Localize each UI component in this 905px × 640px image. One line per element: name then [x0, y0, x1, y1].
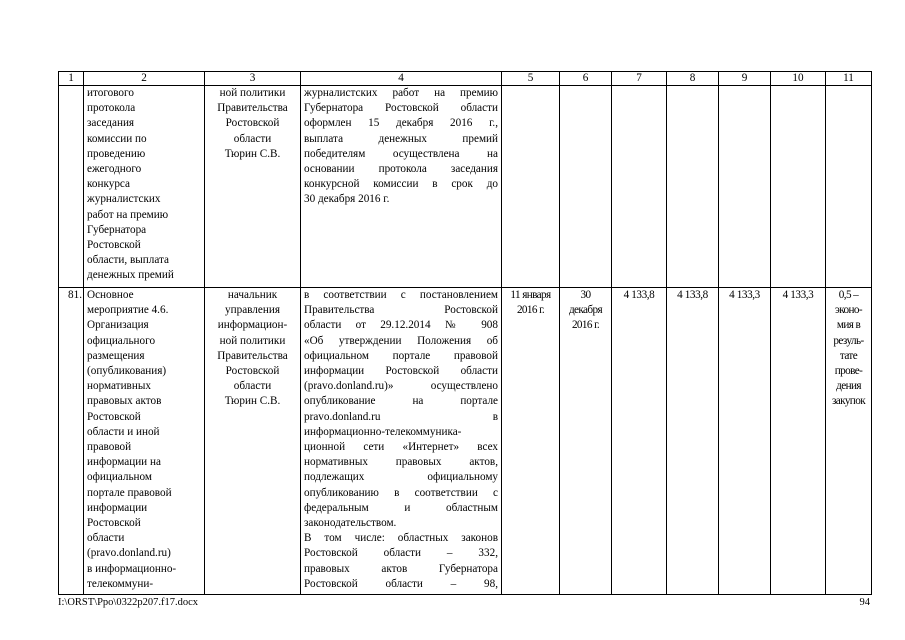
cell-line: 11 января: [510, 289, 551, 301]
cell-line: (опубликования): [87, 365, 167, 378]
cell-line: информации Ростовской области: [304, 365, 498, 378]
cell-line: правовых актов: [87, 395, 162, 408]
cell-line: журналистских работ на премию: [304, 87, 498, 99]
cell-line: Тюрин С.В.: [224, 395, 281, 408]
cell-line: в соответствии с постановлением: [304, 289, 498, 301]
cell-line: области от 29.12.2014 № 908: [304, 319, 498, 332]
col-header: 9: [719, 72, 771, 86]
table-row-81: [59, 288, 872, 595]
cell-line: федеральным и областным: [304, 501, 498, 514]
plan-cell: [612, 86, 667, 288]
cell-line: телекоммуни-: [87, 577, 154, 590]
cell-line: Ростовской: [225, 365, 280, 378]
responsible-cell: [205, 288, 301, 595]
cell-line: области: [87, 532, 125, 545]
column-number-row: [59, 72, 872, 86]
cell-line: pravo.donland.ru в: [304, 410, 498, 423]
cell-line: конкурсной комиссии в срок до: [304, 178, 498, 191]
cell-line: закупок: [831, 395, 866, 408]
cell-line: Основное: [87, 289, 134, 301]
cell-line: 30: [580, 289, 591, 301]
col-header: 11: [826, 72, 872, 86]
cell-line: информации на: [87, 456, 161, 469]
cell-line: нормативных правовых актов,: [304, 456, 498, 469]
col-header: 7: [612, 72, 667, 86]
cell-line: ной политики: [219, 87, 286, 99]
cell-line: (pravo.donland.ru): [87, 547, 171, 560]
cell-line: декабря: [568, 304, 603, 317]
actual-total-cell: 4 133,3: [719, 288, 771, 595]
cell-line: портале правовой: [87, 486, 172, 499]
cell-line: правовой: [87, 441, 132, 454]
cell-line: Губернатора Ростовской области: [304, 102, 498, 115]
cell-line: В том числе: областных законов: [304, 532, 498, 545]
cell-line: ционной сети «Интернет» всех: [304, 441, 498, 454]
cell-line: 2016 г.: [516, 304, 545, 317]
cell-line: Губернатора: [87, 223, 147, 236]
cell-line: Ростовской области – 332,: [304, 547, 498, 560]
cell-line: 30 декабря 2016 г.: [304, 193, 390, 206]
plan-regional-cell: 4 133,8: [667, 288, 719, 595]
cell-line: ной политики: [219, 334, 286, 347]
end-date-cell: [560, 86, 612, 288]
cell-line: основании протокола заседания: [304, 163, 498, 176]
cell-line: Организация: [87, 319, 149, 332]
cell-line: журналистских: [87, 193, 161, 206]
cell-line: итогового: [87, 87, 134, 99]
result-cell: [301, 288, 502, 595]
cell-line: опубликованию в соответствии с: [304, 486, 498, 499]
cell-line: работ на премию: [87, 208, 169, 221]
cell-line: нормативных: [87, 380, 151, 393]
cell-line: Ростовской: [87, 239, 141, 252]
start-date-cell: [502, 86, 560, 288]
cell-line: Ростовской: [87, 410, 141, 423]
col-header: 5: [502, 72, 560, 86]
cell-line: мероприятие 4.6.: [87, 304, 169, 317]
page-number: 94: [859, 597, 870, 608]
row-number-cell: 81.: [59, 288, 84, 595]
plan-cell: [667, 86, 719, 288]
file-path: I:\ORST\Ppo\0322p207.f17.docx: [58, 597, 199, 608]
cell-line: опубликование на портале: [304, 395, 498, 408]
cell-line: законодательством.: [304, 517, 397, 530]
cell-line: области: [233, 132, 272, 145]
table-row-continued: [59, 86, 872, 288]
cell-line: Правительства: [217, 349, 288, 362]
plan-total-cell: 4 133,8: [612, 288, 667, 595]
cell-line: «Об утверждении Положения об: [304, 334, 498, 347]
cell-line: ежегодного: [87, 163, 142, 176]
cell-line: проведению: [87, 147, 146, 160]
cell-line: тате: [839, 349, 858, 362]
responsible-cell: [205, 86, 301, 288]
cell-line: Ростовской: [225, 117, 280, 130]
cell-line: официальном: [87, 471, 152, 484]
cell-line: заседания: [87, 117, 135, 130]
col-header: 8: [667, 72, 719, 86]
cell-line: денежных премий: [87, 269, 174, 282]
cell-line: Ростовской: [87, 517, 141, 530]
cell-line: информации: [87, 501, 148, 514]
cell-line: комиссии по: [87, 132, 147, 145]
cell-line: Тюрин С.В.: [224, 147, 281, 160]
cell-line: области: [233, 380, 272, 393]
cell-line: 0,5 –: [838, 289, 859, 301]
cell-line: оформлен 15 декабря 2016 г.,: [304, 117, 498, 130]
cell-line: официального: [87, 334, 156, 347]
cell-line: эконо-: [835, 304, 862, 317]
cell-line: Правительства: [217, 102, 288, 115]
cell-line: подлежащих официальному: [304, 471, 498, 484]
cell-line: Правительства Ростовской: [304, 304, 498, 317]
cell-line: информационно-телекоммуника-: [304, 425, 462, 438]
cell-line: области, выплата: [87, 254, 170, 267]
report-table: [58, 71, 872, 595]
cell-line: Ростовской области – 98,: [304, 577, 498, 590]
cell-line: начальник: [227, 289, 278, 301]
end-date-cell: [560, 288, 612, 595]
cell-line: резуль-: [833, 334, 864, 347]
actual-regional-cell: 4 133,3: [771, 288, 826, 595]
col-header: 1: [59, 72, 84, 86]
actual-cell: [771, 86, 826, 288]
actual-cell: [719, 86, 771, 288]
cell-line: конкурса: [87, 178, 130, 191]
note-cell: [826, 86, 872, 288]
cell-line: области и иной: [87, 425, 160, 438]
col-header: 3: [205, 72, 301, 86]
cell-line: прове-: [834, 365, 863, 378]
cell-line: в информационно-: [87, 562, 177, 575]
col-header: 4: [301, 72, 502, 86]
cell-line: дения: [836, 380, 861, 393]
cell-line: (pravo.donland.ru)» осуществлено: [304, 380, 498, 393]
col-header: 6: [560, 72, 612, 86]
cell-line: управления: [225, 304, 280, 317]
cell-line: размещения: [87, 349, 145, 362]
cell-line: правовых актов Губернатора: [304, 562, 498, 575]
col-header: 10: [771, 72, 826, 86]
cell-line: выплата денежных премий: [304, 132, 498, 145]
result-cell: [301, 86, 502, 288]
cell-line: протокола: [87, 102, 136, 115]
cell-line: победителям осуществлена на: [304, 147, 498, 160]
measure-name-cell: [84, 86, 205, 288]
row-number-cell: [59, 86, 84, 288]
cell-line: информацион-: [217, 319, 288, 332]
cell-line: 2016 г.: [571, 319, 600, 332]
start-date-cell: [502, 288, 560, 595]
cell-line: официальном портале правовой: [304, 349, 498, 362]
note-cell: [826, 288, 872, 595]
col-header: 2: [84, 72, 205, 86]
measure-name-cell: [84, 288, 205, 595]
cell-line: мия в: [836, 319, 861, 332]
